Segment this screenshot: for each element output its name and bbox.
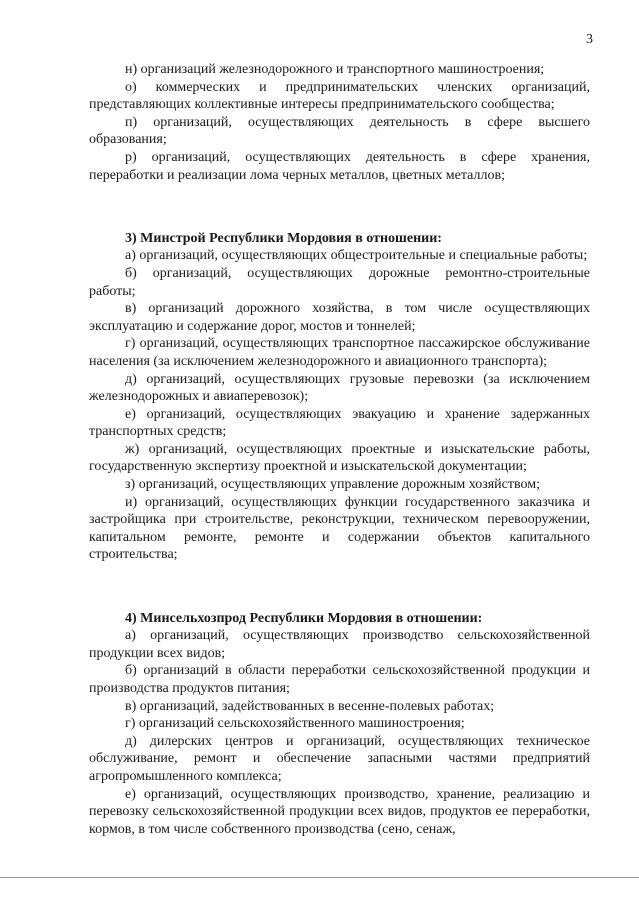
list-item: р) организаций, осуществляющих деятельность в сфере хранения, переработки и реализации лома черных металлов, цветных металлов; <box>89 149 590 183</box>
list-item: б) организаций в области переработки сельскохозяйственной продукции и производства продуктов питания; <box>89 663 590 696</box>
list-item: н) организаций железнодорожного и транспортного машиностроения; <box>125 62 545 77</box>
list-item: з) организаций, осуществляющих управление дорожным хозяйством; <box>125 477 540 493</box>
list-item: е) организаций, осуществляющих производство, хранение, реализацию и перевозку сельскохозяйственной продукции всех видов, продуктов ее переработки, кормов, в том числе собственного производства (сено, сенаж, <box>89 786 590 837</box>
page-number: 3 <box>586 32 593 47</box>
list-item: а) организаций, осуществляющих общестроительные и специальные работы; <box>125 248 588 264</box>
list-item: д) дилерских центров и организаций, осуществляющих техническое обслуживание, ремонт и обеспечение запасными частями предприятий агропромышленного комплекса; <box>89 733 590 784</box>
list-item: в) организаций дорожного хозяйства, в том числе осуществляющих эксплуатацию и содержание дорог, мостов и тоннелей; <box>89 301 590 334</box>
list-item: п) организаций, осуществляющих деятельность в сфере высшего образования; <box>89 114 590 148</box>
list-item: и) организаций, осуществляющих функции государственного заказчика и застройщика при строительстве, реконструкции, техническом перевооружении, капитальном ремонте, ремонте и содержании объектов капитального строительства; <box>89 494 590 563</box>
footer-divider <box>0 877 639 878</box>
list-item: б) организаций, осуществляющих дорожные ремонтно-строительные работы; <box>89 265 590 299</box>
paragraph-spacer <box>89 198 590 216</box>
list-item: о) коммерческих и предпринимательских членских организаций, представляющих коллективные интересы предпринимательского сообщества; <box>89 79 590 113</box>
list-item: г) организаций, осуществляющих транспортное пассажирское обслуживание населения (за исключением железнодорожного и авиационного транспорта); <box>89 336 590 369</box>
list-item: а) организаций, осуществляющих производство сельскохозяйственной продукции всех видов; <box>89 628 590 661</box>
list-item: е) организаций, осуществляющих эвакуацию и хранение задержанных транспортных средств; <box>89 406 590 440</box>
paragraph-spacer <box>89 578 590 596</box>
list-item: г) организаций сельскохозяйственного машиностроения; <box>125 716 465 732</box>
list-item: д) организаций, осуществляющих грузовые перевозки (за исключением железнодорожных и авиаперевозок); <box>89 371 590 405</box>
section-heading: 3) Минстрой Республики Мордовия в отношении: <box>125 230 442 246</box>
list-item: ж) организаций, осуществляющих проектные и изыскательские работы, государственную экспертизу проектной и изыскательской документации; <box>89 441 590 475</box>
list-item: в) организаций, задействованных в весенне-полевых работах; <box>125 698 495 714</box>
document-body <box>89 61 590 838</box>
section-heading: 4) Минсельхозпрод Республики Мордовия в отношении: <box>125 610 483 626</box>
